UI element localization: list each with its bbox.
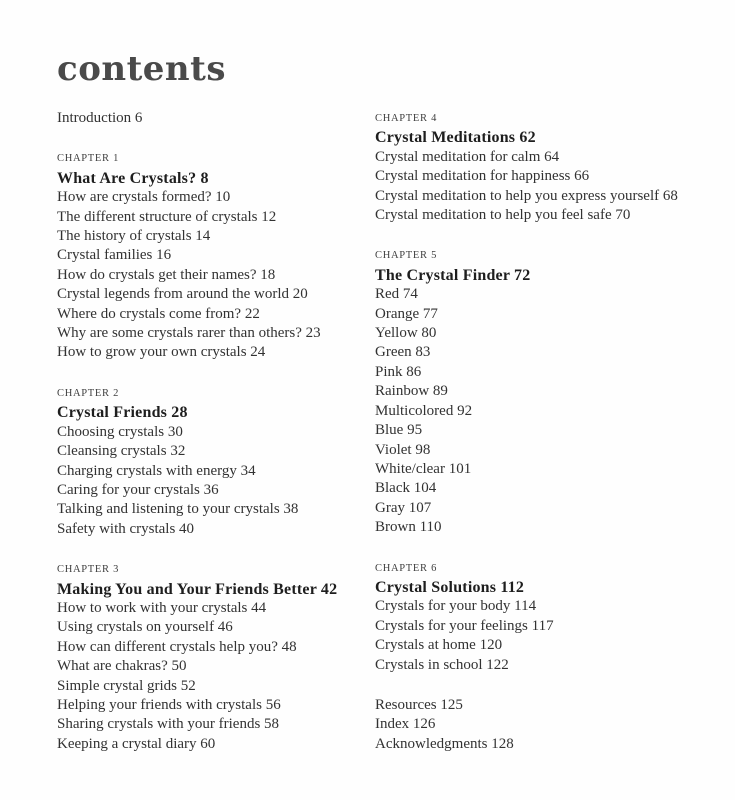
- toc-entry: Index 126: [375, 716, 436, 733]
- toc-entry: Charging crystals with energy 34: [57, 462, 256, 479]
- toc-entry: Crystals for your feelings 117: [375, 617, 554, 634]
- toc-columns: [57, 109, 715, 754]
- toc-entry: Safety with crystals 40: [57, 520, 195, 537]
- toc-entry: Crystals at home 120: [375, 637, 503, 654]
- chapter-label: CHAPTER 6: [375, 562, 438, 574]
- page-title: contents: [57, 49, 227, 89]
- chapter-label: CHAPTER 4: [375, 113, 438, 124]
- toc-entry: How to work with your crystals 44: [57, 599, 267, 616]
- toc-entry: Helping your friends with crystals 56: [57, 696, 281, 713]
- toc-entry: Black 104: [375, 480, 437, 497]
- chapter-label: CHAPTER 3: [57, 564, 120, 576]
- toc-entry: Crystal families 16: [57, 247, 172, 264]
- toc-section: [57, 109, 375, 128]
- toc-entry: Why are some crystals rarer than others? 23: [57, 325, 321, 342]
- toc-entry: Blue 95: [375, 422, 423, 439]
- toc-entry: Multicolored 92: [375, 402, 473, 419]
- toc-entry: How to grow your own crystals 24: [57, 344, 266, 361]
- toc-entry: Crystal meditation to help you express yourself 68: [375, 187, 678, 204]
- chapter-heading: Crystal Meditations 62: [375, 129, 536, 147]
- toc-section: [57, 149, 375, 362]
- toc-entry: What are chakras? 50: [57, 658, 187, 675]
- toc-entry: Cleansing crystals 32: [57, 443, 186, 460]
- toc-entry: Resources 125: [375, 696, 463, 713]
- toc-entry: Crystal meditation for calm 64: [375, 148, 560, 165]
- toc-entry: Rainbow 89: [375, 383, 448, 400]
- toc-entry: Crystals in school 122: [375, 656, 509, 673]
- toc-entry: Sharing crystals with your friends 58: [57, 716, 280, 733]
- toc-section: [375, 109, 705, 225]
- chapter-label: CHAPTER 1: [57, 153, 120, 165]
- chapter-label: CHAPTER 2: [57, 387, 120, 399]
- toc-entry: Violet 98: [375, 441, 431, 458]
- toc-entry: How are crystals formed? 10: [57, 189, 231, 206]
- toc-entry: Green 83: [375, 344, 431, 361]
- toc-entry: Crystals for your body 114: [375, 598, 537, 615]
- left-column: [57, 109, 375, 754]
- toc-entry: The different structure of crystals 12: [57, 208, 277, 225]
- toc-section: [375, 696, 705, 754]
- toc-entry: Brown 110: [375, 519, 442, 536]
- toc-entry: Introduction 6: [57, 110, 143, 126]
- toc-section: [375, 559, 705, 675]
- toc-section: [375, 246, 705, 537]
- chapter-heading: Crystal Solutions 112: [375, 578, 525, 596]
- toc-section: [57, 560, 375, 754]
- toc-entry: Pink 86: [375, 363, 422, 380]
- toc-entry: Crystal legends from around the world 20: [57, 286, 308, 303]
- toc-entry: Red 74: [375, 286, 418, 303]
- toc-entry: How do crystals get their names? 18: [57, 266, 276, 283]
- toc-entry: Gray 107: [375, 499, 432, 516]
- chapter-heading: Making You and Your Friends Better 42: [57, 580, 338, 598]
- toc-entry: Where do crystals come from? 22: [57, 305, 260, 322]
- chapter-label: CHAPTER 5: [375, 250, 438, 262]
- toc-entry: The history of crystals 14: [57, 228, 211, 245]
- toc-entry: How can different crystals help you? 48: [57, 638, 297, 655]
- toc-entry: White/clear 101: [375, 460, 472, 477]
- toc-entry: Orange 77: [375, 305, 438, 322]
- toc-entry: Acknowledgments 128: [375, 735, 514, 752]
- chapter-heading: The Crystal Finder 72: [375, 266, 531, 284]
- chapter-heading: What Are Crystals? 8: [57, 169, 209, 187]
- toc-entry: Using crystals on yourself 46: [57, 619, 233, 636]
- toc-entry: Keeping a crystal diary 60: [57, 735, 216, 752]
- right-column: [375, 109, 705, 754]
- toc-entry: Choosing crystals 30: [57, 423, 183, 440]
- toc-entry: Crystal meditation to help you feel safe 70: [375, 207, 631, 224]
- toc-entry: Caring for your crystals 36: [57, 481, 219, 498]
- toc-entry: Yellow 80: [375, 325, 437, 342]
- toc-entry: Crystal meditation for happiness 66: [375, 168, 590, 185]
- toc-entry: Simple crystal grids 52: [57, 677, 196, 694]
- toc-entry: Talking and listening to your crystals 38: [57, 501, 299, 518]
- chapter-heading: Crystal Friends 28: [57, 404, 188, 422]
- toc-section: [57, 384, 375, 539]
